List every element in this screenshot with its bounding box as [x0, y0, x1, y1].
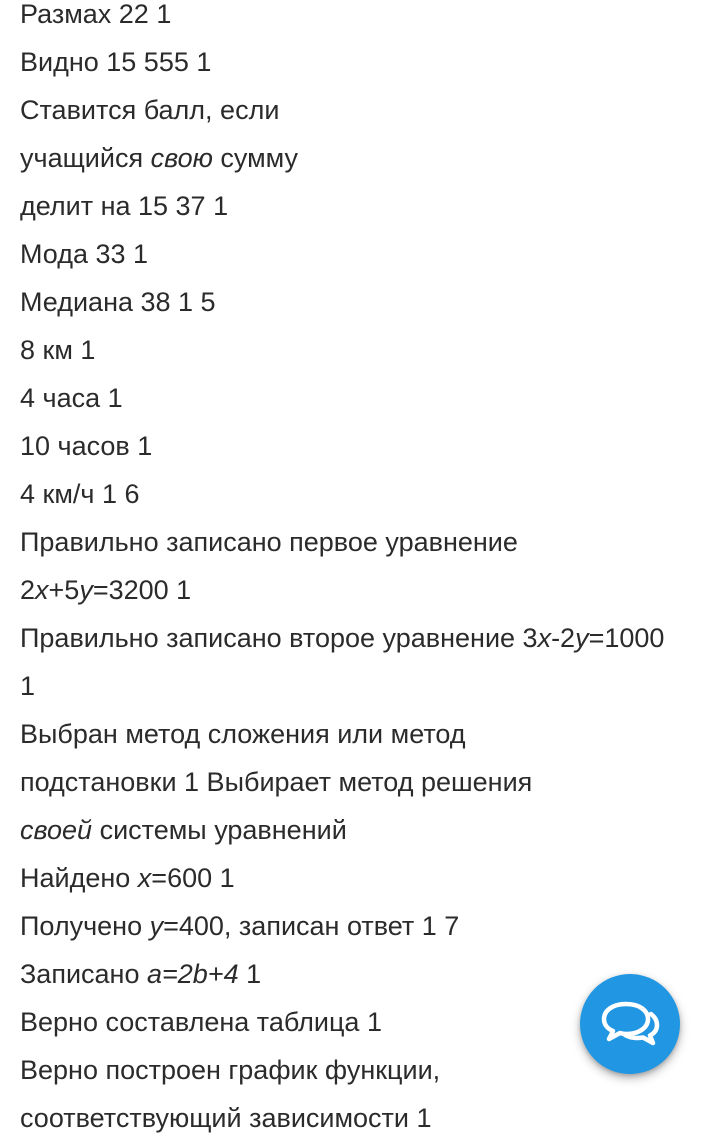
text-segment: Выбран метод сложения или метод	[20, 719, 466, 749]
text-segment: +5	[48, 575, 80, 605]
text-segment: Видно 15 555 1	[20, 47, 212, 77]
text-line	[20, 518, 710, 566]
text-line	[20, 566, 710, 614]
text-line	[20, 230, 710, 278]
italic-text: y	[79, 575, 93, 605]
italic-text: y	[149, 911, 164, 941]
text-line	[20, 422, 710, 470]
text-segment: делит на 15 37 1	[20, 191, 229, 221]
chat-button[interactable]	[580, 974, 680, 1074]
italic-text: y	[575, 623, 589, 653]
text-segment: 4 часа 1	[20, 383, 123, 413]
text-segment: 4 км/ч 1 6	[20, 479, 140, 509]
text-line	[20, 278, 710, 326]
text-segment: Верно составлена таблица 1	[20, 1007, 382, 1037]
text-line	[20, 854, 710, 902]
text-segment: -2	[551, 623, 576, 653]
italic-text: x	[537, 623, 552, 653]
italic-text: своей	[20, 815, 93, 845]
chat-bubbles-icon	[599, 999, 661, 1049]
answer-text	[20, 0, 710, 1142]
text-segment: 1	[20, 671, 36, 701]
text-segment: 10 часов 1	[20, 431, 153, 461]
text-segment: 8 км 1	[20, 335, 96, 365]
text-line	[20, 182, 710, 230]
text-line	[20, 902, 710, 950]
text-line	[20, 38, 710, 86]
text-segment: Медиана 38 1 5	[20, 287, 216, 317]
text-segment: учащийся	[20, 143, 151, 173]
text-line	[20, 0, 710, 38]
text-segment: =600 1	[151, 863, 235, 893]
text-line	[20, 662, 710, 710]
text-segment: =3200 1	[92, 575, 192, 605]
text-line	[20, 134, 710, 182]
text-line	[20, 758, 710, 806]
text-segment: Мода 33 1	[20, 239, 149, 269]
text-segment: 1	[238, 959, 262, 989]
text-line	[20, 1094, 710, 1142]
italic-text: свою	[150, 143, 213, 173]
text-segment: Записано	[20, 959, 147, 989]
text-segment: Найдено	[20, 863, 138, 893]
italic-text: a=2b+4	[146, 959, 239, 989]
text-segment: Размах 22 1	[20, 0, 172, 29]
text-line	[20, 710, 710, 758]
text-segment: Ставится балл, если	[20, 95, 280, 125]
text-line	[20, 374, 710, 422]
text-line	[20, 806, 710, 854]
text-segment: Правильно записано второе уравнение 3	[20, 623, 538, 653]
text-segment: Получено	[20, 911, 150, 941]
text-segment: 2	[20, 575, 36, 605]
text-segment: Верно построен график функции,	[20, 1055, 441, 1085]
text-segment: =1000	[588, 623, 665, 653]
text-segment: =400, записан ответ 1 7	[163, 911, 460, 941]
italic-text: x	[35, 575, 49, 605]
italic-text: x	[137, 863, 152, 893]
text-line	[20, 470, 710, 518]
text-line	[20, 326, 710, 374]
text-segment: соответствующий зависимости 1	[20, 1103, 432, 1133]
text-segment: подстановки 1 Выбирает метод решения	[20, 767, 533, 797]
text-line	[20, 614, 710, 662]
text-segment: Правильно записано первое уравнение	[20, 527, 518, 557]
text-segment: сумму	[212, 143, 299, 173]
text-segment: системы уравнений	[92, 815, 347, 845]
text-line	[20, 86, 710, 134]
